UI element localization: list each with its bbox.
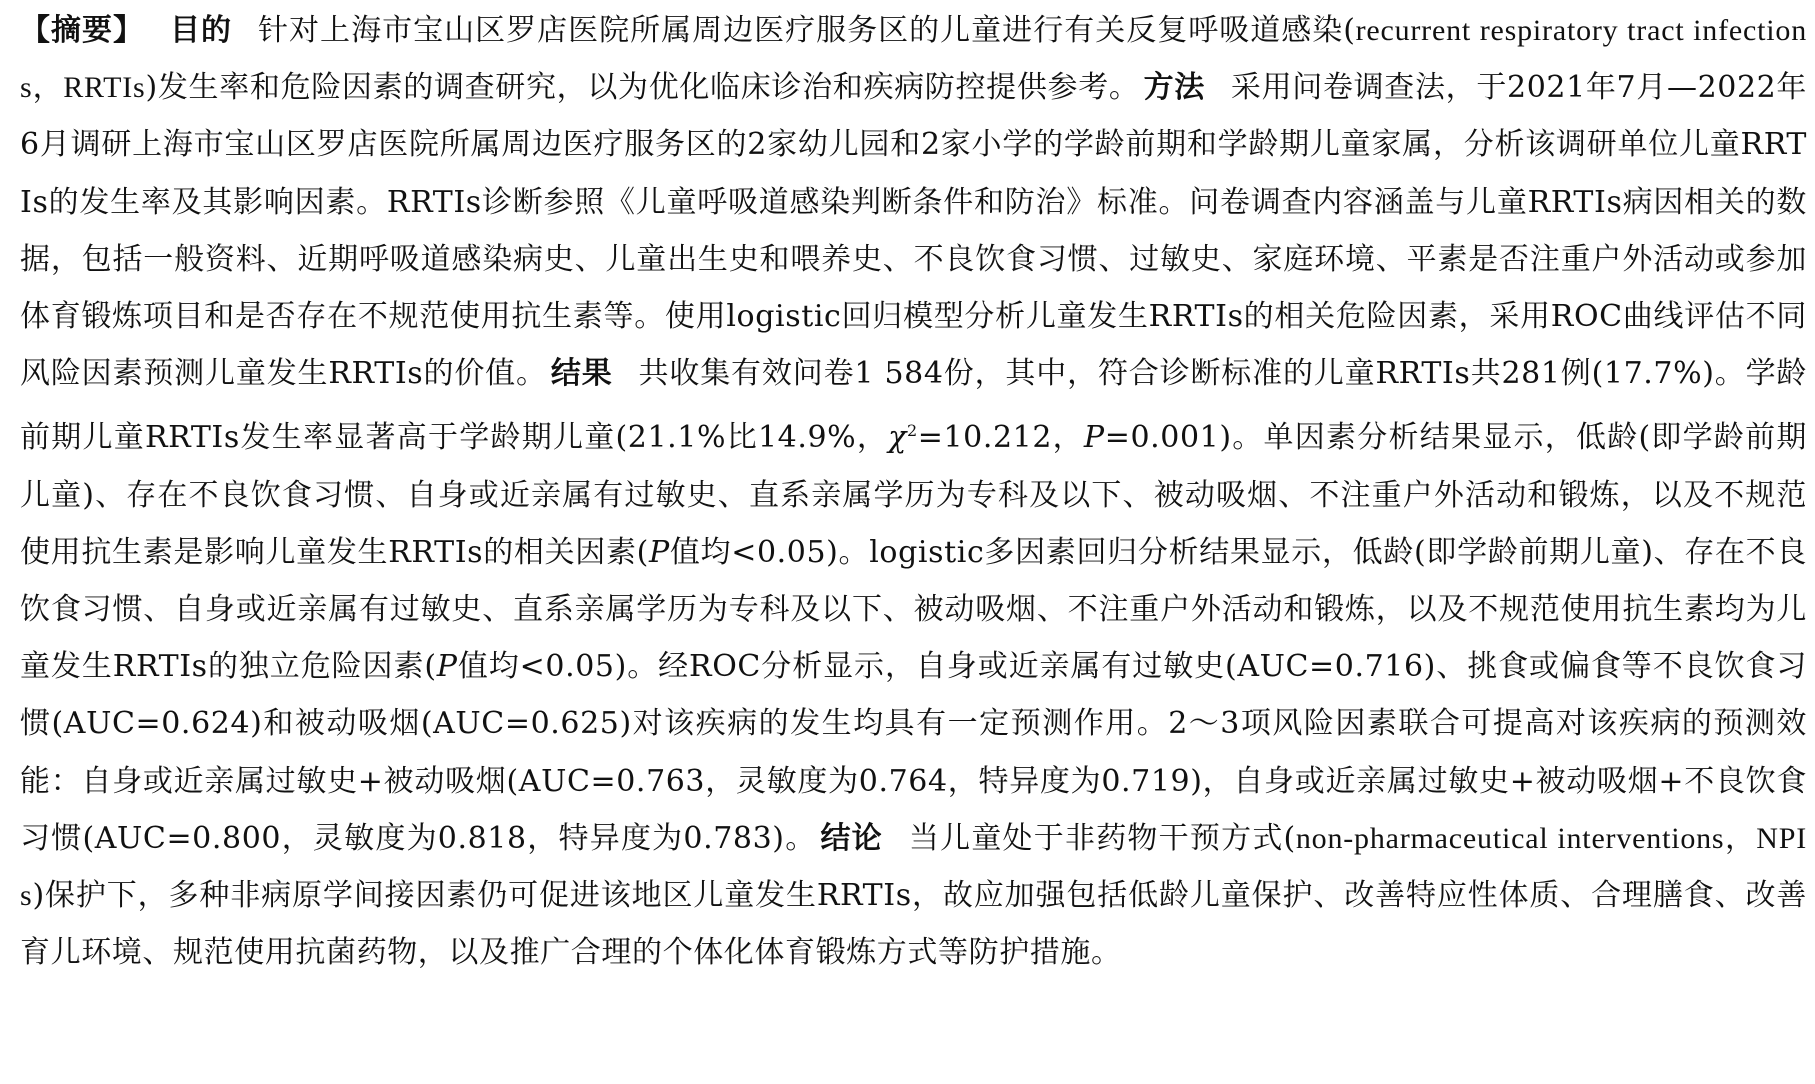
results-text-a: 共收集有效问卷1 584份，其中，符合诊断标准的儿童RRTIs共281例(17.7%)。学龄前期儿童RRTIs发生率显著高于学龄期儿童(21.1%比14.9%，	[20, 356, 1808, 456]
chi-value: =10.212，	[917, 420, 1084, 456]
conclusion-text-b: )保护下，多种非病原学间接因素仍可促进该地区儿童发生RRTIs，故应加强包括低龄儿童保护、改善特应性体质、合理膳食、改善育儿环境、规范使用抗菌药物，以及推广合理的个体化体育锻炼方式等防护措施。	[20, 878, 1807, 971]
p-value-text: =0.001)。单因素分析结果显示，低龄(即学龄前期儿童)、存在不良饮食习惯、自身或近亲属有过敏史、直系亲属学历为专科及以下、被动吸烟、不注重户外活动和锻炼，以及不规范使用抗生素是影响儿童发生RRTIs的相关因素(	[20, 420, 1807, 570]
chi-symbol: χ	[888, 420, 907, 456]
conclusion-text-a: 当儿童处于非药物干预方式(	[908, 820, 1296, 856]
conclusion-label: 结论	[820, 820, 883, 856]
p-symbol-2: P	[648, 534, 670, 570]
results-label: 结果	[550, 356, 613, 392]
objective-comma: ，	[32, 70, 64, 106]
objective-text-b: )发生率和危险因素的调查研究，以为优化临床诊治和疾病防控提供参考。	[145, 70, 1140, 106]
abstract-label: 【摘要】	[20, 13, 145, 48]
abstract-paragraph	[20, 2, 1807, 981]
methods-text: 采用问卷调查法，于2021年7月—2022年6月调研上海市宝山区罗店医院所属周边医疗服务区的2家幼儿园和2家小学的学龄前期和学龄期儿童家属，分析该调研单位儿童RRTIs的发生率及其影响因素。RRTIs诊断参照《儿童呼吸道感染判断条件和防治》标准。问卷调查内容涵盖与儿童RRTIs病因相关的数据，包括一般资料、近期呼吸道感染病史、儿童出生史和喂养史、不良饮食习惯、过敏史、家庭环境、平素是否注重户外活动或参加体育锻炼项目和是否存在不规范使用抗生素等。使用logistic回归模型分析儿童发生RRTIs的相关危险因素，采用ROC曲线评估不同风险因素预测儿童发生RRTIs的价值。	[20, 70, 1807, 392]
chi-superscript: 2	[906, 421, 918, 441]
conclusion-term-abbr: NPIs	[20, 821, 1808, 913]
objective-term-abbr: RRTIs	[63, 71, 146, 105]
objective-term-en: recurrent respiratory tract infections	[20, 14, 1807, 105]
objective-text-a: 针对上海市宝山区罗店医院所属周边医疗服务区的儿童进行有关反复呼吸道感染(	[258, 13, 1356, 48]
conclusion-comma: ，	[1724, 820, 1757, 856]
p-symbol: P	[1083, 420, 1105, 456]
conclusion-term-en: non-pharmaceutical interventions	[1295, 821, 1725, 855]
p-symbol-3: P	[436, 649, 458, 685]
objective-label: 目的	[170, 13, 233, 48]
methods-label: 方法	[1143, 70, 1205, 106]
results-text-c: 值均<0.05)。经ROC分析显示，自身或近亲属有过敏史(AUC=0.716)、挑食或偏食等不良饮食习惯(AUC=0.624)和被动吸烟(AUC=0.625)对该疾病的发生均具有一定预测作用。2～3项风险因素联合可提高对该疾病的预测效能：自身或近亲属过敏史+被动吸烟(AUC=0.763，灵敏度为0.764，特异度为0.719)，自身或近亲属过敏史+被动吸烟+不良饮食习惯(AUC=0.800，灵敏度为0.818，特异度为0.783)。	[20, 649, 1807, 856]
results-text-b: 值均<0.05)。logistic多因素回归分析结果显示，低龄(即学龄前期儿童)、存在不良饮食习惯、自身或近亲属有过敏史、直系亲属学历为专科及以下、被动吸烟、不注重户外活动和锻炼，以及不规范使用抗生素均为儿童发生RRTIs的独立危险因素(	[20, 534, 1807, 685]
